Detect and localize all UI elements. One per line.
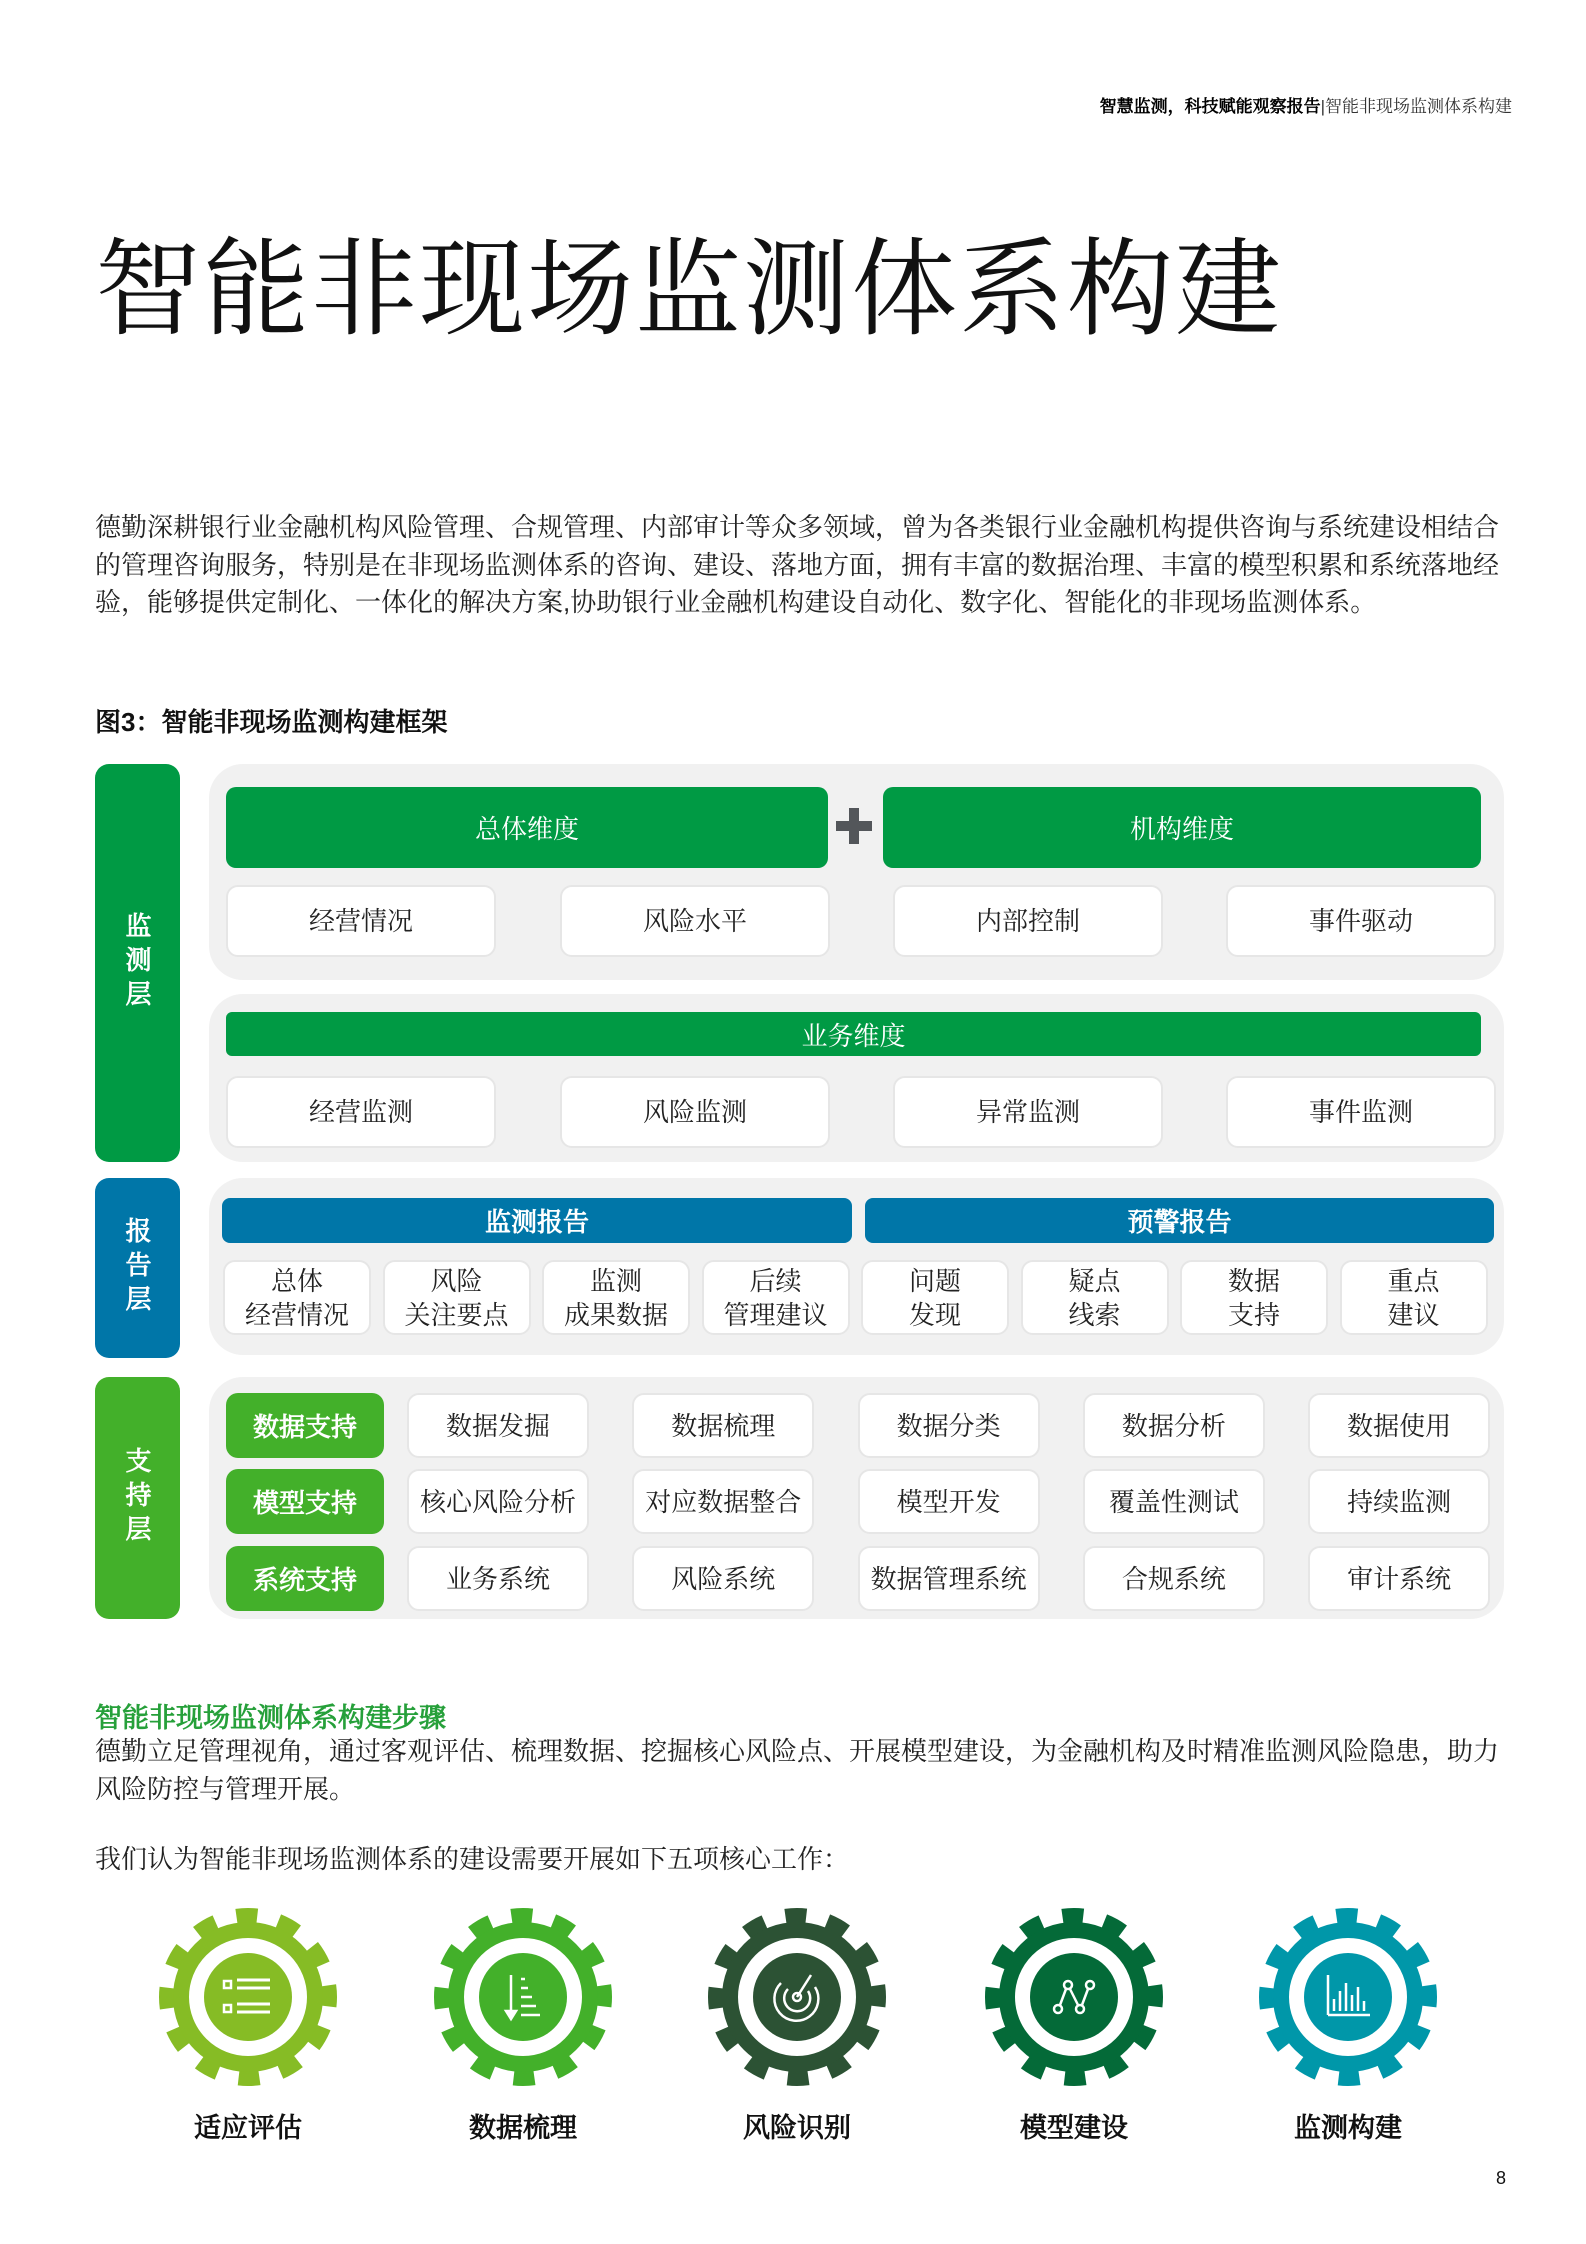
business-dimension-bar: 业务维度 [226, 1012, 1481, 1056]
step-label: 数据梳理 [469, 2113, 577, 2143]
support-item: 数据分类 [858, 1393, 1040, 1458]
plus-icon [836, 808, 872, 844]
support-item: 持续监测 [1308, 1469, 1490, 1534]
running-header [1100, 92, 1512, 117]
monitor-item: 经营情况 [226, 885, 496, 957]
support-category: 模型支持 [226, 1469, 384, 1534]
monitor-item: 风险水平 [560, 885, 830, 957]
support-item: 数据发掘 [407, 1393, 589, 1458]
page-number: 8 [1496, 2168, 1507, 2188]
page-title: 智能非现场监测体系构建 [95, 231, 1283, 349]
report-item: 疑点 线索 [1021, 1260, 1169, 1335]
business-item: 风险监测 [560, 1076, 830, 1148]
support-item: 数据使用 [1308, 1393, 1490, 1458]
support-item: 模型开发 [858, 1469, 1040, 1534]
overall-dimension-bar: 总体维度 [226, 787, 828, 868]
steps-lead: 我们认为智能非现场监测体系的建设需要开展如下五项核心工作： [95, 1844, 850, 1874]
gear-radar [707, 1907, 887, 2087]
report-item: 数据 支持 [1180, 1260, 1328, 1335]
report-item: 后续 管理建议 [702, 1260, 850, 1335]
header-separator: | [1320, 97, 1325, 116]
support-layer-label: 支持层 [95, 1377, 180, 1619]
support-item: 对应数据整合 [632, 1469, 814, 1534]
institution-dimension-bar: 机构维度 [883, 787, 1481, 868]
support-item: 合规系统 [1083, 1546, 1265, 1611]
steps-heading: 智能非现场监测体系构建步骤 [95, 1703, 446, 1733]
report-item: 总体 经营情况 [223, 1260, 371, 1335]
gear-list [158, 1907, 338, 2087]
report-item: 风险 关注要点 [383, 1260, 531, 1335]
business-item: 经营监测 [226, 1076, 496, 1148]
step-label: 模型建设 [1020, 2113, 1128, 2143]
business-item: 异常监测 [893, 1076, 1163, 1148]
report-title: 智慧监测，科技赋能观察报告 [1099, 97, 1321, 116]
figure-caption: 图3：智能非现场监测构建框架 [95, 707, 448, 737]
step-label: 适应评估 [194, 2113, 302, 2143]
support-item: 业务系统 [407, 1546, 589, 1611]
report-layer-label: 报告层 [95, 1178, 180, 1358]
warning-report-bar: 预警报告 [865, 1198, 1494, 1243]
step-label: 监测构建 [1294, 2113, 1402, 2143]
support-item: 风险系统 [632, 1546, 814, 1611]
monitor-item: 内部控制 [893, 885, 1163, 957]
support-item: 数据梳理 [632, 1393, 814, 1458]
report-item: 问题 发现 [861, 1260, 1009, 1335]
support-item: 数据分析 [1083, 1393, 1265, 1458]
support-item: 覆盖性测试 [1083, 1469, 1265, 1534]
step-label: 风险识别 [743, 2113, 851, 2143]
gear-sort [433, 1907, 613, 2087]
support-category: 系统支持 [226, 1546, 384, 1611]
report-item: 重点 建议 [1340, 1260, 1488, 1335]
report-item: 监测 成果数据 [542, 1260, 690, 1335]
monitor-item: 事件驱动 [1226, 885, 1496, 957]
support-item: 审计系统 [1308, 1546, 1490, 1611]
steps-body: 德勤立足管理视角，通过客观评估、梳理数据、挖掘核心风险点、开展模型建设，为金融机构及时精准监测风险隐患，助力风险防控与管理开展。 [95, 1736, 1500, 1804]
monitor-report-bar: 监测报告 [222, 1198, 852, 1243]
monitor-layer-label: 监测层 [95, 764, 180, 1162]
support-category: 数据支持 [226, 1393, 384, 1458]
support-item: 数据管理系统 [858, 1546, 1040, 1611]
business-item: 事件监测 [1226, 1076, 1496, 1148]
header-section: 智能非现场监测体系构建 [1325, 97, 1512, 116]
support-item: 核心风险分析 [407, 1469, 589, 1534]
gear-network [984, 1907, 1164, 2087]
gear-bar-chart [1258, 1907, 1438, 2087]
intro-paragraph: 德勤深耕银行业金融机构风险管理、合规管理、内部审计等众多领域，曾为各类银行业金融机构提供咨询与系统建设相结合的管理咨询服务，特别是在非现场监测体系的咨询、建设、落地方面，拥有丰富的数据治理、丰富的模型积累和系统落地经验，能够提供定制化、一体化的解决方案,协助银行业金融机构建设自动化、数字化、智能化的非现场监测体系。 [95, 512, 1500, 617]
